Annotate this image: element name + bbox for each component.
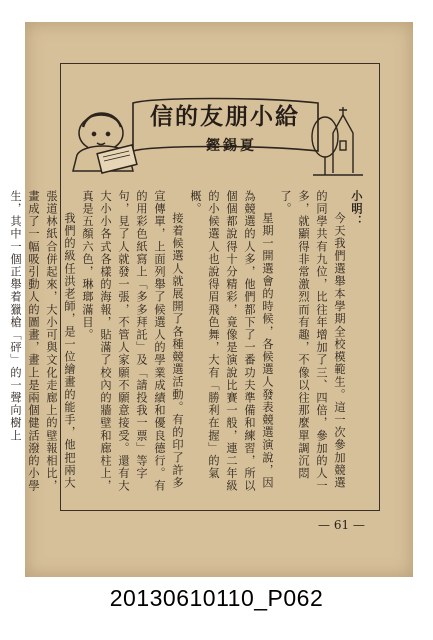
church-scene-icon [312, 107, 363, 175]
letter-paragraph: 星期一開選會的時候，各候選人發表競選演說，因為競選的人多，他們都下了一番功夫準備和練習，所以個個都說得十分精彩，竟像是演說比賽一般，連二年級的小候選人也說得眉飛色舞，大有「勝利在握」的氣概。 [189, 190, 274, 493]
child-reading-icon [73, 114, 137, 174]
article-title: 信的友朋小給 [150, 103, 300, 130]
page-number: — 61 — [318, 518, 365, 532]
image-caption: 20130610110_P062 [109, 585, 324, 611]
letter-paragraph: 今天我們選舉本學期全校模範生。這一次參加競選的同學共有九位，比往年增加了三、四倍，參加的人一多，就顯得非常激烈而有趣，不像以往那麼單調沉悶了。 [279, 190, 346, 493]
letter-body [9, 190, 366, 495]
letter-paragraph: 接着候選人就展開了各種競選活動。有的印了許多宣傳單，上面列舉了候選人的學業成績和優良德行。有的用彩色紙寫上「多多拜託」及「請投我一票」等字句，見了人就發一張，不管人家願不願意接受。還有大大小小各式各樣的海報，貼滿了校內的牆壁和廊柱上，真是五顏六色，琳瑯滿目。 [81, 190, 184, 493]
letter-paragraph: 我們的級任洪老師，是一位繪畫的能手，他把兩大張道林紙合併起來，大小可與文化走廊上的壁報相比，畫成了一幅吸引動人的圖畫，畫上是兩個健活潑的小學生，其中一個正舉着獵槍「砰」的一聲向樹上 [9, 190, 76, 493]
letter-salutation: 小明： [350, 190, 364, 228]
author-name: 鏗錫夏 [206, 138, 257, 154]
